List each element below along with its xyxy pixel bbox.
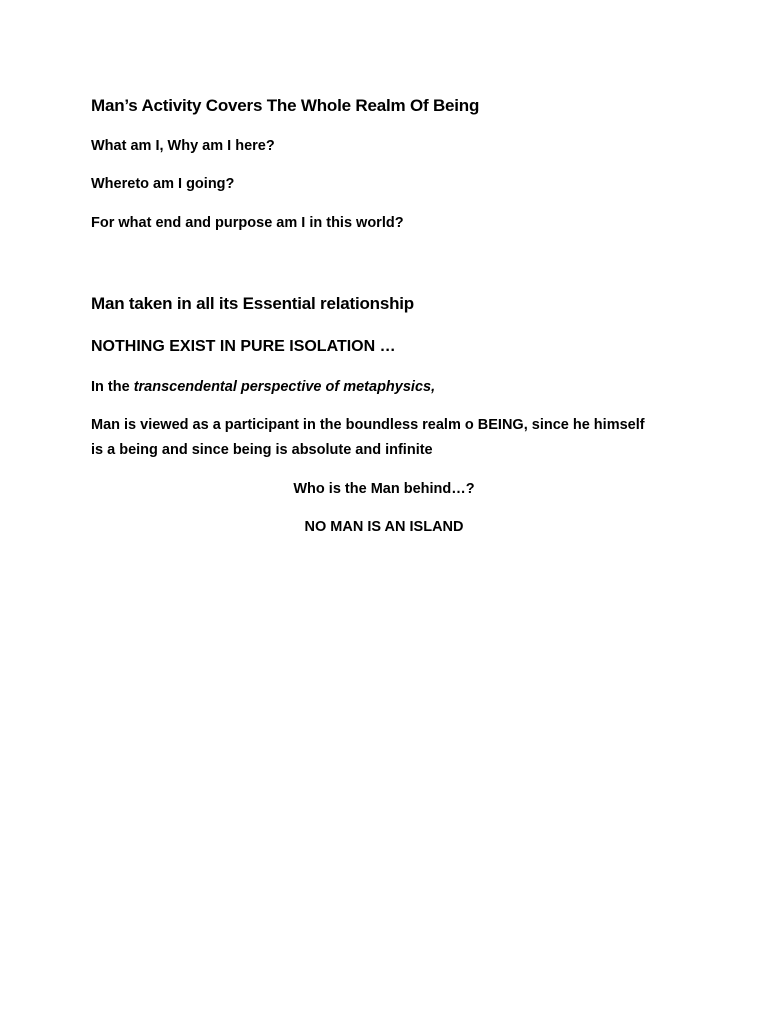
- centered-question: Who is the Man behind…?: [293, 481, 475, 497]
- intro-prefix: In the: [91, 379, 134, 395]
- participant-paragraph: [91, 413, 691, 463]
- question-end-and-purpose: For what end and purpose am I in this world?: [91, 215, 404, 231]
- heading-realm-of-being: Man’s Activity Covers The Whole Realm Of Being: [91, 96, 480, 115]
- question-whereto: Whereto am I going?: [91, 176, 235, 192]
- intro-italic: transcendental perspective of metaphysics,: [133, 379, 436, 395]
- paragraph-line-2: is a being and since being is absolute and infinite: [91, 442, 433, 458]
- intro-line: [91, 379, 435, 395]
- centered-statement: NO MAN IS AN ISLAND: [304, 519, 464, 535]
- question-what-am-i: What am I, Why am I here?: [91, 138, 275, 154]
- heading-nothing-exist: NOTHING EXIST IN PURE ISOLATION …: [91, 338, 396, 355]
- heading-essential-relationship: Man taken in all its Essential relationship: [91, 294, 414, 313]
- paragraph-line-1: Man is viewed as a participant in the boundless realm o BEING, since he himself: [91, 417, 645, 433]
